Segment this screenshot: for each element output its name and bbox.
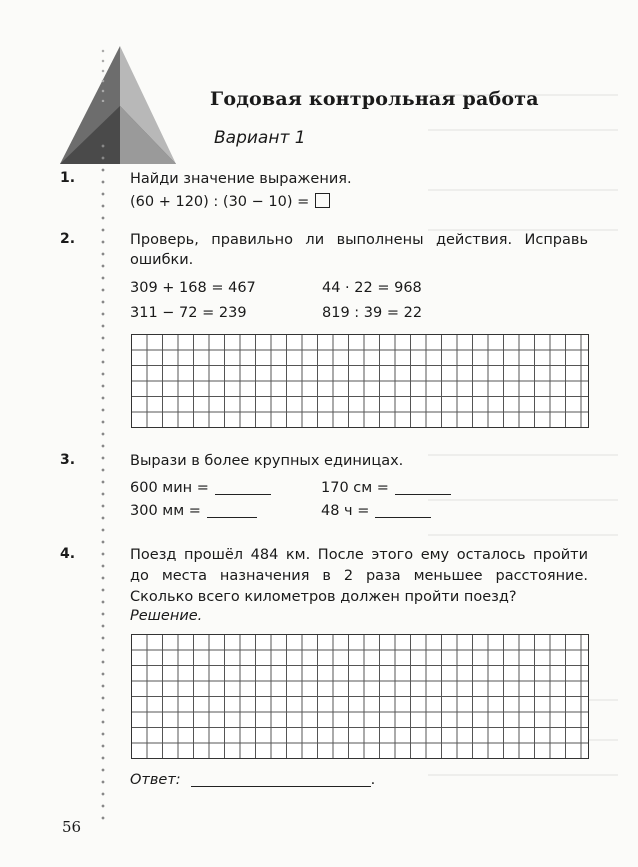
task-3-item-4-text: 48 ч =	[321, 503, 370, 519]
task-2-equation-3: 311 − 72 = 239	[130, 305, 247, 321]
page-number: 56	[62, 818, 82, 836]
task-2-number: 2.	[60, 231, 76, 247]
task-1-number: 1.	[60, 170, 76, 186]
task-3-item-2-text: 170 см =	[321, 480, 389, 496]
task-2-prompt-line-1: Проверь, правильно ли выполнены действия. Исправь	[130, 232, 588, 248]
task-3-item-1	[130, 478, 271, 498]
task-1-prompt: Найди значение выражения.	[130, 171, 352, 187]
task-4-line-2: до места назначения в 2 раза меньшее расстояние.	[130, 568, 588, 584]
task-4-answer-label: Ответ:	[130, 772, 181, 788]
task-2-prompt-line-2: ошибки.	[130, 252, 194, 268]
task-4-answer-end: .	[370, 772, 376, 788]
task-3-item-2-blank[interactable]	[395, 494, 451, 495]
task-3-item-1-text: 600 мин =	[130, 480, 209, 496]
task-2-equation-4: 819 : 39 = 22	[322, 305, 423, 321]
task-4-number: 4.	[60, 546, 76, 562]
task-3-number: 3.	[60, 452, 76, 468]
task-4-answer-line	[130, 770, 375, 790]
page-title: Годовая контрольная работа	[210, 88, 539, 110]
margin-dotted-line-top	[101, 46, 105, 102]
task-4-solution-grid[interactable]	[131, 634, 589, 759]
task-2-equation-2: 44 · 22 = 968	[322, 280, 422, 296]
task-1-expression: (60 + 120) : (30 − 10) =	[130, 194, 310, 210]
task-3-prompt: Вырази в более крупных единицах.	[130, 453, 404, 469]
task-4-line-1: Поезд прошёл 484 км. После этого ему осталось пройти	[130, 547, 588, 563]
task-1-answer-box[interactable]	[315, 193, 330, 208]
task-3-item-3-text: 300 мм =	[130, 503, 201, 519]
task-4-line-3: Сколько всего километров должен пройти поезд?	[130, 589, 517, 605]
task-3-item-3	[130, 501, 257, 521]
task-1-expression-line	[130, 192, 330, 212]
task-3-item-1-blank[interactable]	[215, 494, 271, 495]
task-2-answer-grid[interactable]	[131, 334, 589, 428]
margin-dotted-line	[101, 140, 105, 820]
corner-triangle-decoration	[58, 46, 178, 166]
task-3-item-3-blank[interactable]	[207, 517, 257, 518]
task-2-equation-1: 309 + 168 = 467	[130, 280, 256, 296]
task-3-item-4-blank[interactable]	[375, 517, 431, 518]
task-4-answer-blank[interactable]	[191, 786, 371, 787]
task-4-solution-label: Решение.	[130, 608, 203, 624]
task-3-item-2	[321, 478, 451, 498]
task-3-item-4	[321, 501, 431, 521]
variant-label: Вариант 1	[214, 128, 306, 148]
